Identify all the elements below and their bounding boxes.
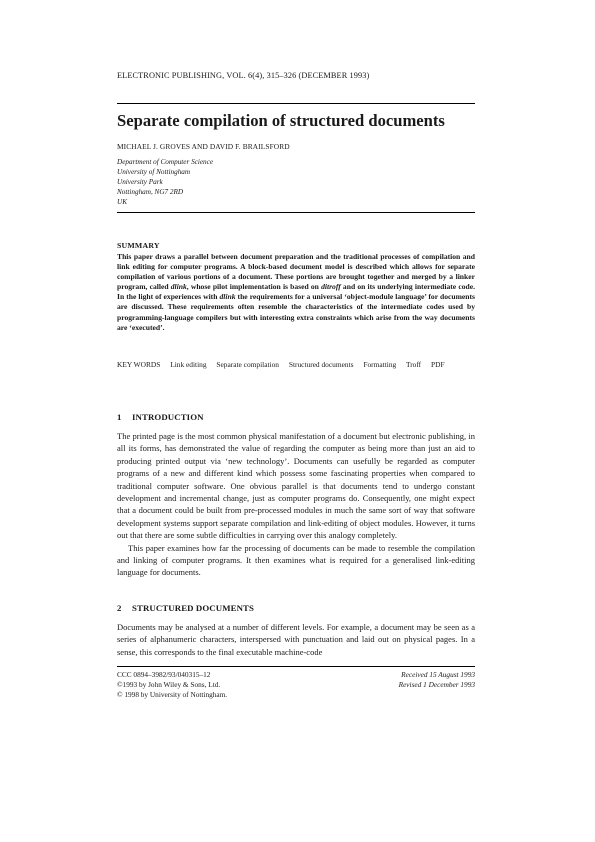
- summary-heading: SUMMARY: [117, 241, 160, 250]
- summary-segment: This paper draws a parallel between document preparation and the traditional processes of compilation and link editing for computer programs. A block-based document model is described which allows for separate compilation of various portions of a document. These portions are brought together and merged by a linker program, called: [117, 252, 475, 292]
- affiliation-line: University Park: [117, 177, 163, 186]
- paragraph: The printed page is the most common physical manifestation of a document but electronic publishing, in all its forms, has demonstrated the value of regarding the computer as being more than just an aid to producing printed output via ‘new technology’. Documents can usefully be regarded as computer programs of a new and different kind which possess some fascinating properties when compared to traditional computer software. One obvious parallel is that documents tend to undergo constant development and incremental change, just as computer programs do. Consequently, one might expect that a document could be built from pre-processed modules in much the same sort of way that software development systems support separate compilation and link-editing of object modules. However, it turns out that there are some subtle difficulties in carrying over this analogy completely.: [117, 431, 475, 541]
- keyword: Troff: [405, 360, 422, 369]
- paragraph: This paper examines how far the processing of documents can be made to resemble the compilation and linking of computer programs. It then examines what is required for a generalised link-editing language for documents.: [117, 542, 475, 578]
- keyword: PDF: [431, 360, 445, 369]
- keywords: [117, 360, 453, 369]
- section-title: INTRODUCTION: [132, 412, 204, 422]
- keyword: Structured documents: [288, 360, 354, 369]
- section-heading-structured-documents: [117, 603, 254, 613]
- affiliation: [117, 158, 213, 208]
- copyright-line: CCC 0894–3982/93/040315–12: [117, 670, 211, 679]
- copyright-line: © 1998 by University of Nottingham.: [117, 690, 228, 699]
- received-line: Received 15 August 1993: [401, 670, 475, 679]
- paper-title: Separate compilation of structured documents: [117, 111, 445, 130]
- running-head: ELECTRONIC PUBLISHING, VOL. 6(4), 315–326 (DECEMBER 1993): [117, 71, 370, 80]
- header-rule: [117, 103, 475, 104]
- structured-documents-body: [117, 621, 475, 658]
- revised-line: Revised 1 December 1993: [398, 680, 475, 689]
- summary-program-name: dlink: [219, 292, 236, 302]
- summary-segment: the requirements for a universal ‘object-module language’ for documents are discussed. These requirements often resemble the characteristics of the intermediate codes used by programming-language compilers but with interesting extra constraints which arise from the way documents are ‘executed’.: [117, 292, 475, 332]
- affiliation-line: University of Nottingham: [117, 167, 191, 176]
- introduction-body: [117, 430, 475, 579]
- keywords-label: KEY WORDS: [117, 360, 161, 369]
- affiliation-line: UK: [117, 197, 127, 206]
- summary-text: [117, 252, 475, 333]
- paragraph: Documents may be analysed at a number of different levels. For example, a document may be seen as a series of alphanumeric characters, interspersed with punctuation and laid out on physical pages. In a sense, this corresponds to the final executable machine-code: [117, 622, 475, 657]
- keyword: Formatting: [363, 360, 397, 369]
- section-heading-introduction: [117, 412, 204, 422]
- copyright-line: ©1993 by John Wiley & Sons, Ltd.: [117, 680, 221, 689]
- section-number: 1: [117, 412, 122, 422]
- copyright-block: [117, 670, 227, 700]
- footer-rule: [117, 666, 475, 667]
- section-number: 2: [117, 603, 122, 613]
- section-title: STRUCTURED DOCUMENTS: [132, 603, 254, 613]
- affiliation-line: Department of Computer Science: [117, 158, 214, 166]
- summary-program-name: dlink: [170, 282, 187, 292]
- keyword: Separate compilation: [216, 360, 279, 369]
- summary-program-name: ditroff: [321, 282, 341, 292]
- affiliation-rule: [117, 212, 475, 213]
- affiliation-line: Nottingham, NG7 2RD: [117, 187, 184, 196]
- keyword: Link editing: [170, 360, 207, 369]
- summary-segment: , whose pilot implementation is based on: [186, 282, 322, 292]
- author-list: MICHAEL J. GROVES AND DAVID F. BRAILSFORD: [117, 142, 290, 151]
- received-dates: [399, 670, 475, 690]
- summary-segment: and on its underlying intermediate code. In the light of experiences with: [117, 282, 475, 302]
